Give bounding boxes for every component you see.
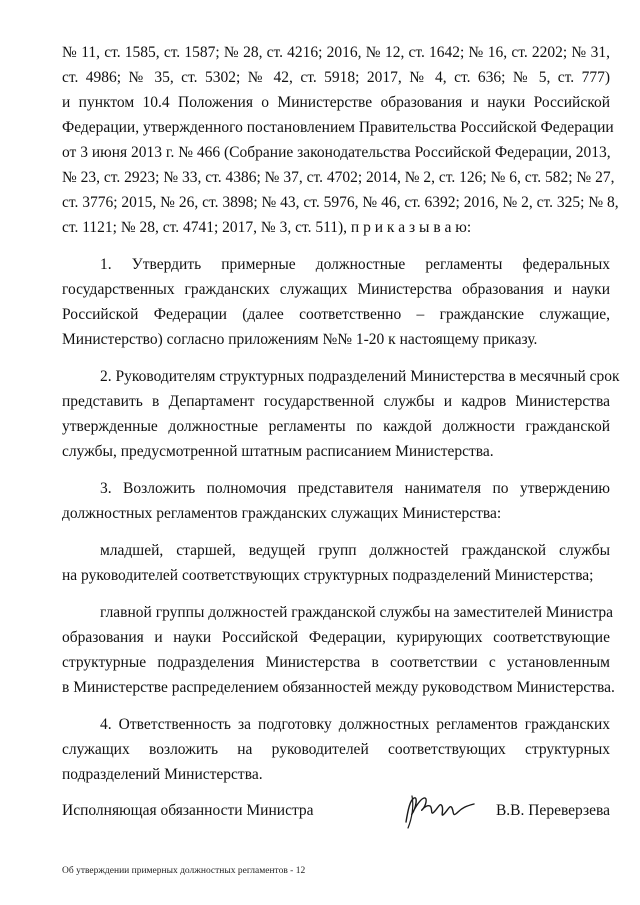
text-line: ст. 4986; № 35, ст. 5302; № 42, ст. 5918; 2017, № 4, ст. 636; № 5, ст. 777) bbox=[62, 69, 610, 86]
text-line: в Министерстве распределением обязанностей между руководством Министерства. bbox=[62, 679, 615, 696]
text-line: 1. Утвердить примерные должностные регламенты федеральных bbox=[100, 256, 610, 273]
item-2-paragraph bbox=[62, 364, 620, 464]
text-line: № 11, ст. 1585, ст. 1587; № 28, ст. 4216; 2016, № 12, ст. 1642; № 16, ст. 2202; № 31, bbox=[62, 44, 610, 61]
document-body bbox=[62, 40, 620, 787]
signatory-name: В.В. Переверзева bbox=[495, 802, 610, 819]
item-3b-paragraph bbox=[62, 600, 615, 700]
text-line: 4. Ответственность за подготовку должностных регламентов гражданских bbox=[100, 716, 610, 733]
text-line: Российской Федерации (далее соответственно – гражданские служащие, bbox=[62, 306, 610, 323]
item-3a-paragraph bbox=[62, 538, 610, 588]
text-line: службы, предусмотренной штатным расписанием Министерства. bbox=[62, 443, 494, 460]
text-line: от 3 июня 2013 г. № 466 (Собрание законодательства Российской Федерации, 2013, bbox=[62, 144, 611, 161]
text-line: ст. 3776; 2015, № 26, ст. 3898; № 43, ст. 5976, № 46, ст. 6392; 2016, № 2, ст. 325; № 8, bbox=[62, 194, 619, 211]
text-line: государственных гражданских служащих Министерства образования и науки bbox=[62, 281, 610, 298]
text-line: представить в Департамент государственной службы и кадров Министерства bbox=[62, 393, 610, 410]
signature-block bbox=[62, 800, 610, 840]
text-line: 3. Возложить полномочия представителя нанимателя по утверждению bbox=[100, 480, 610, 497]
paragraph-gap bbox=[62, 526, 610, 538]
paragraph-gap bbox=[62, 700, 610, 712]
text-line: младшей, старшей, ведущей групп должностей гражданской службы bbox=[100, 542, 610, 559]
text-line: должностных регламентов гражданских служащих Министерства: bbox=[62, 505, 502, 522]
signatory-title: Исполняющая обязанности Министра bbox=[62, 802, 314, 819]
text-line: образования и науки Российской Федерации, курирующих соответствующие bbox=[62, 629, 610, 646]
text-line: на руководителей соответствующих структурных подразделений Министерства; bbox=[62, 567, 594, 584]
text-line: структурные подразделения Министерства в соответствии с установленным bbox=[62, 654, 610, 671]
item-3-paragraph bbox=[62, 476, 610, 526]
page-footer: Об утверждении примерных должностных регламентов - 12 bbox=[62, 866, 306, 876]
text-line: Министерство) согласно приложениям №№ 1-20 к настоящему приказу. bbox=[62, 331, 538, 348]
paragraph-gap bbox=[62, 588, 610, 600]
item-4-paragraph bbox=[62, 712, 610, 787]
paragraph-gap bbox=[62, 464, 610, 476]
text-line: служащих возложить на руководителей соответствующих структурных bbox=[62, 741, 610, 758]
text-line: подразделений Министерства. bbox=[62, 766, 263, 783]
handwritten-signature bbox=[400, 792, 480, 832]
text-line: ст. 1121; № 28, ст. 4741; 2017, № 3, ст. 511), п р и к а з ы в а ю: bbox=[62, 219, 472, 236]
item-1-paragraph bbox=[62, 252, 610, 352]
text-line: утвержденные должностные регламенты по каждой должности гражданской bbox=[62, 418, 610, 435]
text-line: № 23, ст. 2923; № 33, ст. 4386; № 37, ст. 4702; 2014, № 2, ст. 126; № 6, ст. 582; № 27, bbox=[62, 169, 615, 186]
paragraph-gap bbox=[62, 352, 610, 364]
preamble-paragraph bbox=[62, 40, 619, 240]
paragraph-gap bbox=[62, 240, 610, 252]
text-line: и пунктом 10.4 Положения о Министерстве образования и науки Российской bbox=[62, 94, 610, 111]
text-line: главной группы должностей гражданской службы на заместителей Министра bbox=[100, 604, 614, 621]
text-line: 2. Руководителям структурных подразделений Министерства в месячный срок bbox=[100, 368, 620, 385]
text-line: Федерации, утвержденного постановлением Правительства Российской Федерации bbox=[62, 119, 614, 136]
